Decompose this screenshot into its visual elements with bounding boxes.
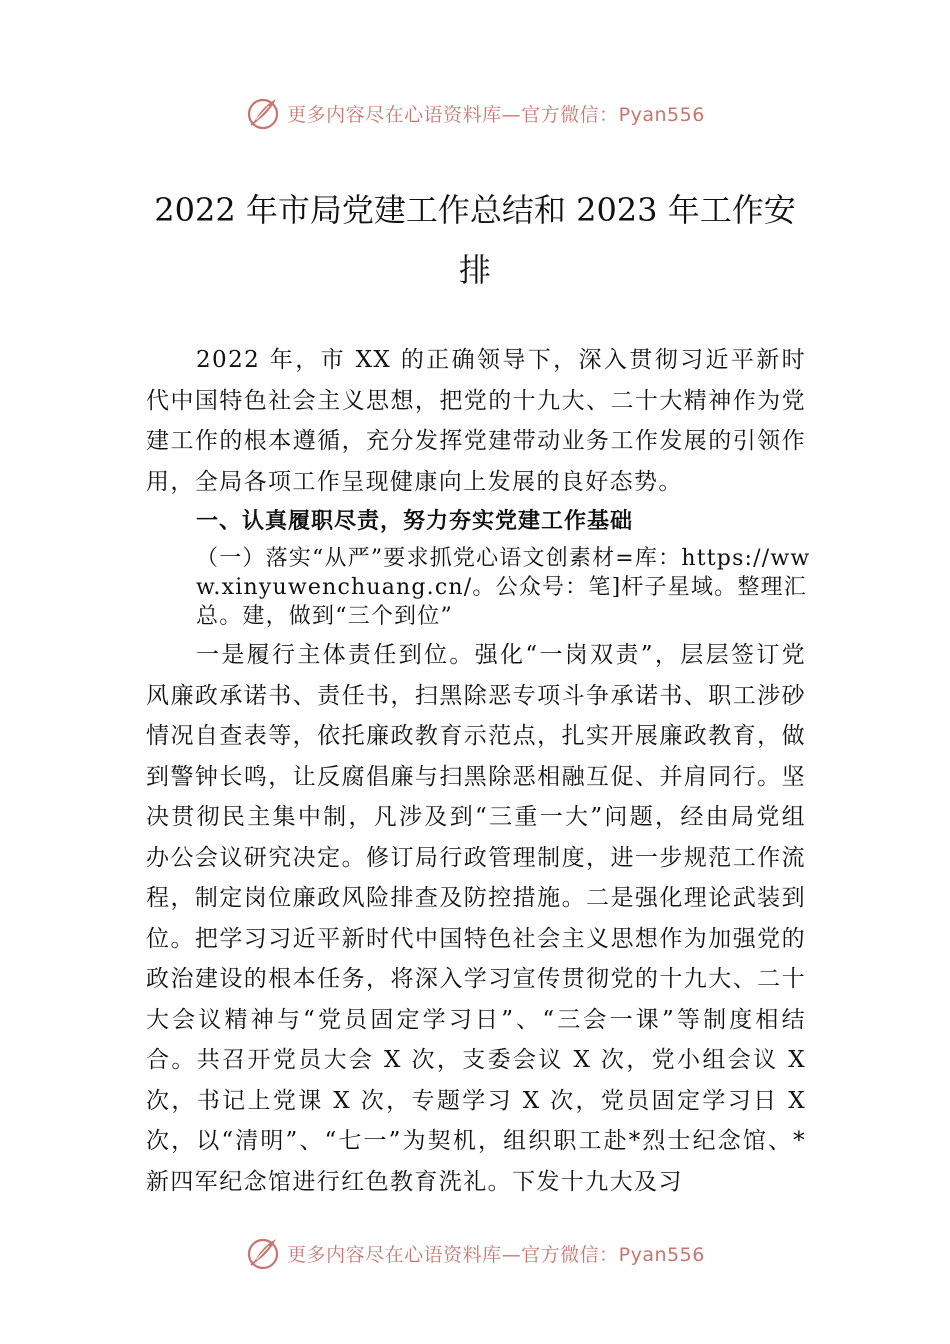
document-title: 2022 年市局党建工作总结和 2023 年工作安排 [154,191,796,289]
watermark-text: 更多内容尽在心语资料库—官方微信：Pyan556 [287,103,705,126]
subsection-heading-1: （一）落实“从严”要求抓党心语文创素材=库：https://www.xinyuwenchuang.cn/。公众号：笔]杆子星域。整理汇总。建，做到“三个到位” [196,546,811,629]
intro-paragraph: 2022 年，市 XX 的正确领导下，深入贯彻习近平新时代中国特色社会主义思想，把党的十九大、二十大精神作为党建工作的根本遵循，充分发挥党建带动业务工作发展的引领作用，全局各项工作呈现健康向上发展的良好态势。 [146,347,806,495]
body-paragraph-1: 一是履行主体责任到位。强化“一岗双责”，层层签订党风廉政承诺书、责任书，扫黑除恶专项斗争承诺书、职工涉砂情况自查表等，依托廉政教育示范点，扎实开展廉政教育，做到警钟长鸣，让反腐倡廉与扫黑除恶相融互促、并肩同行。坚决贯彻民主集中制，凡涉及到“三重一大”问题，经由局党组办公会议研究决定。修订局行政管理制度，进一步规范工作流程，制定岗位廉政风险排查及防控措施。二是强化理论武装到位。把学习习近平新时代中国特色社会主义思想作为加强党的政治建设的根本任务，将深入学习宣传贯彻党的十九大、二十大会议精神与“党员固定学习日”、“三会一课”等制度相结合。共召开党员大会 X 次，支委会议 X 次，党小组会议 X 次，书记上党课 X 次，专题学习 X 次，党员固定学习日 X 次，以“清明”、“七一”为契机，组织职工赴*烈士纪念馆、*新四军纪念馆进行红色教育洗礼。下发十九大及习 [146,642,806,1195]
watermark-text: 更多内容尽在心语资料库—官方微信：Pyan556 [287,1243,705,1266]
header-watermark-banner [0,93,950,133]
document-body [146,340,811,1202]
feather-pen-logo-icon [245,1235,281,1271]
feather-pen-logo-icon [245,95,281,131]
section-heading-1: 一、认真履职尽责，努力夯实党建工作基础 [196,509,634,534]
footer-watermark-banner [0,1233,950,1273]
